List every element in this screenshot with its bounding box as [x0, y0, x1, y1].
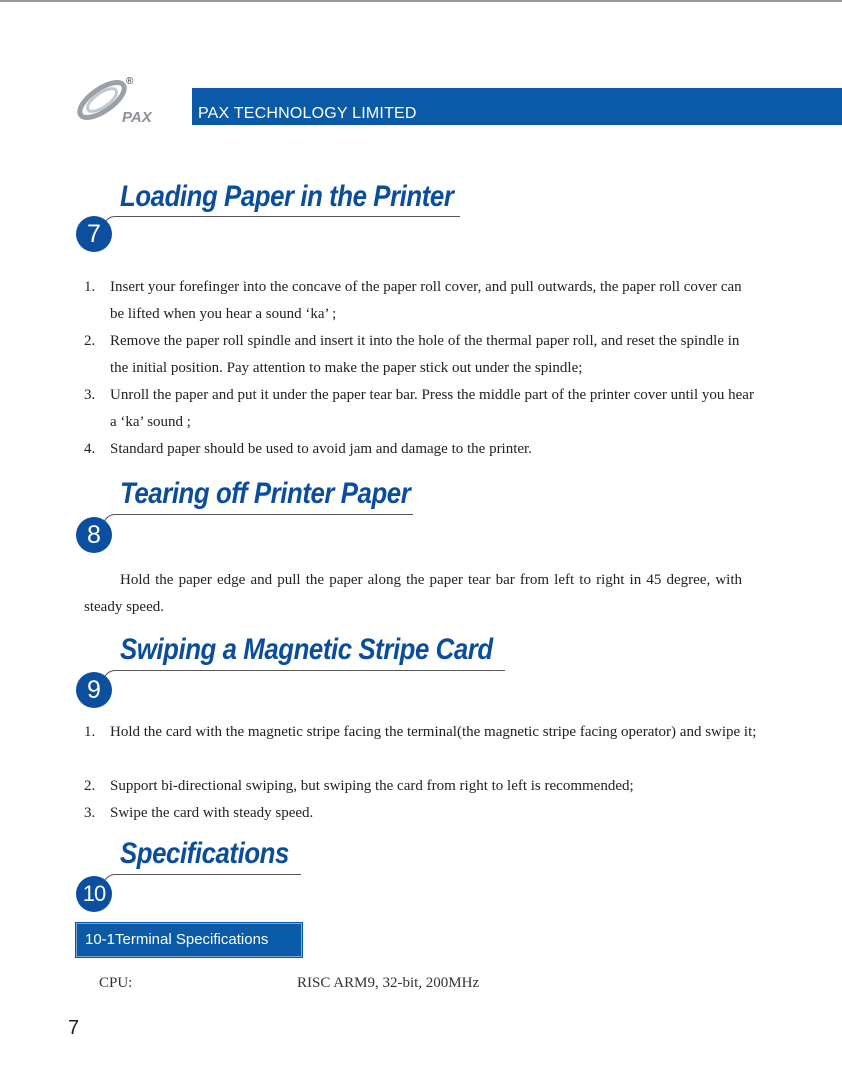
- page-number: 7: [68, 1017, 80, 1039]
- list-item: 3. Unroll the paper and put it under the paper tear bar. Press the middle part of the printer cover until you hear a ‘ka’ sound ;: [84, 387, 754, 430]
- list-item: 2. Remove the paper roll spindle and insert it into the hole of the thermal paper roll, and reset the spindle in the initial position. Pay attention to make the paper stick out under the spindle;: [84, 333, 740, 376]
- section-title: Swiping a Magnetic Stripe Card: [120, 633, 493, 666]
- list-item: 3. Swipe the card with steady speed.: [84, 805, 314, 821]
- list-item: 1. Insert your forefinger into the concave of the paper roll cover, and pull outwards, the paper roll cover can be lifted when you hear a sound ‘ka’ ;: [84, 279, 742, 322]
- title-underline: [115, 514, 413, 515]
- pax-logo: [72, 72, 192, 132]
- svg-text:®: ®: [126, 76, 134, 87]
- section-number-badge: 7: [76, 216, 112, 252]
- top-rule: [0, 0, 842, 2]
- section-title: Tearing off Printer Paper: [120, 477, 411, 510]
- title-underline: [115, 874, 301, 875]
- spec-label-cpu: CPU:: [99, 975, 133, 991]
- list-item: 1. Hold the card with the magnetic stripe facing the terminal(the magnetic stripe facing operator) and swipe it;: [84, 724, 757, 740]
- section-number-badge: 10: [76, 876, 112, 912]
- subheading-label: 10-1Terminal Specifications: [85, 931, 269, 948]
- spec-value-cpu: RISC ARM9, 32-bit, 200MHz: [297, 975, 480, 991]
- list-item: 4. Standard paper should be used to avoid jam and damage to the printer.: [84, 441, 532, 457]
- title-underline: [115, 216, 460, 217]
- svg-text:PAX: PAX: [122, 109, 152, 126]
- subheading-box: [76, 923, 302, 957]
- title-underline: [115, 670, 505, 671]
- body-paragraph: Hold the paper edge and pull the paper along the paper tear bar from left to right in 45 degree, with steady speed.: [84, 572, 742, 615]
- section-number-badge: 8: [76, 517, 112, 553]
- section-title: Specifications: [120, 837, 289, 870]
- company-banner: [192, 88, 842, 125]
- company-name: PAX TECHNOLOGY LIMITED: [198, 105, 417, 122]
- section-number-badge: 9: [76, 672, 112, 708]
- list-item: 2. Support bi-directional swiping, but swiping the card from right to left is recommended;: [84, 778, 634, 794]
- section-title: Loading Paper in the Printer: [120, 180, 454, 213]
